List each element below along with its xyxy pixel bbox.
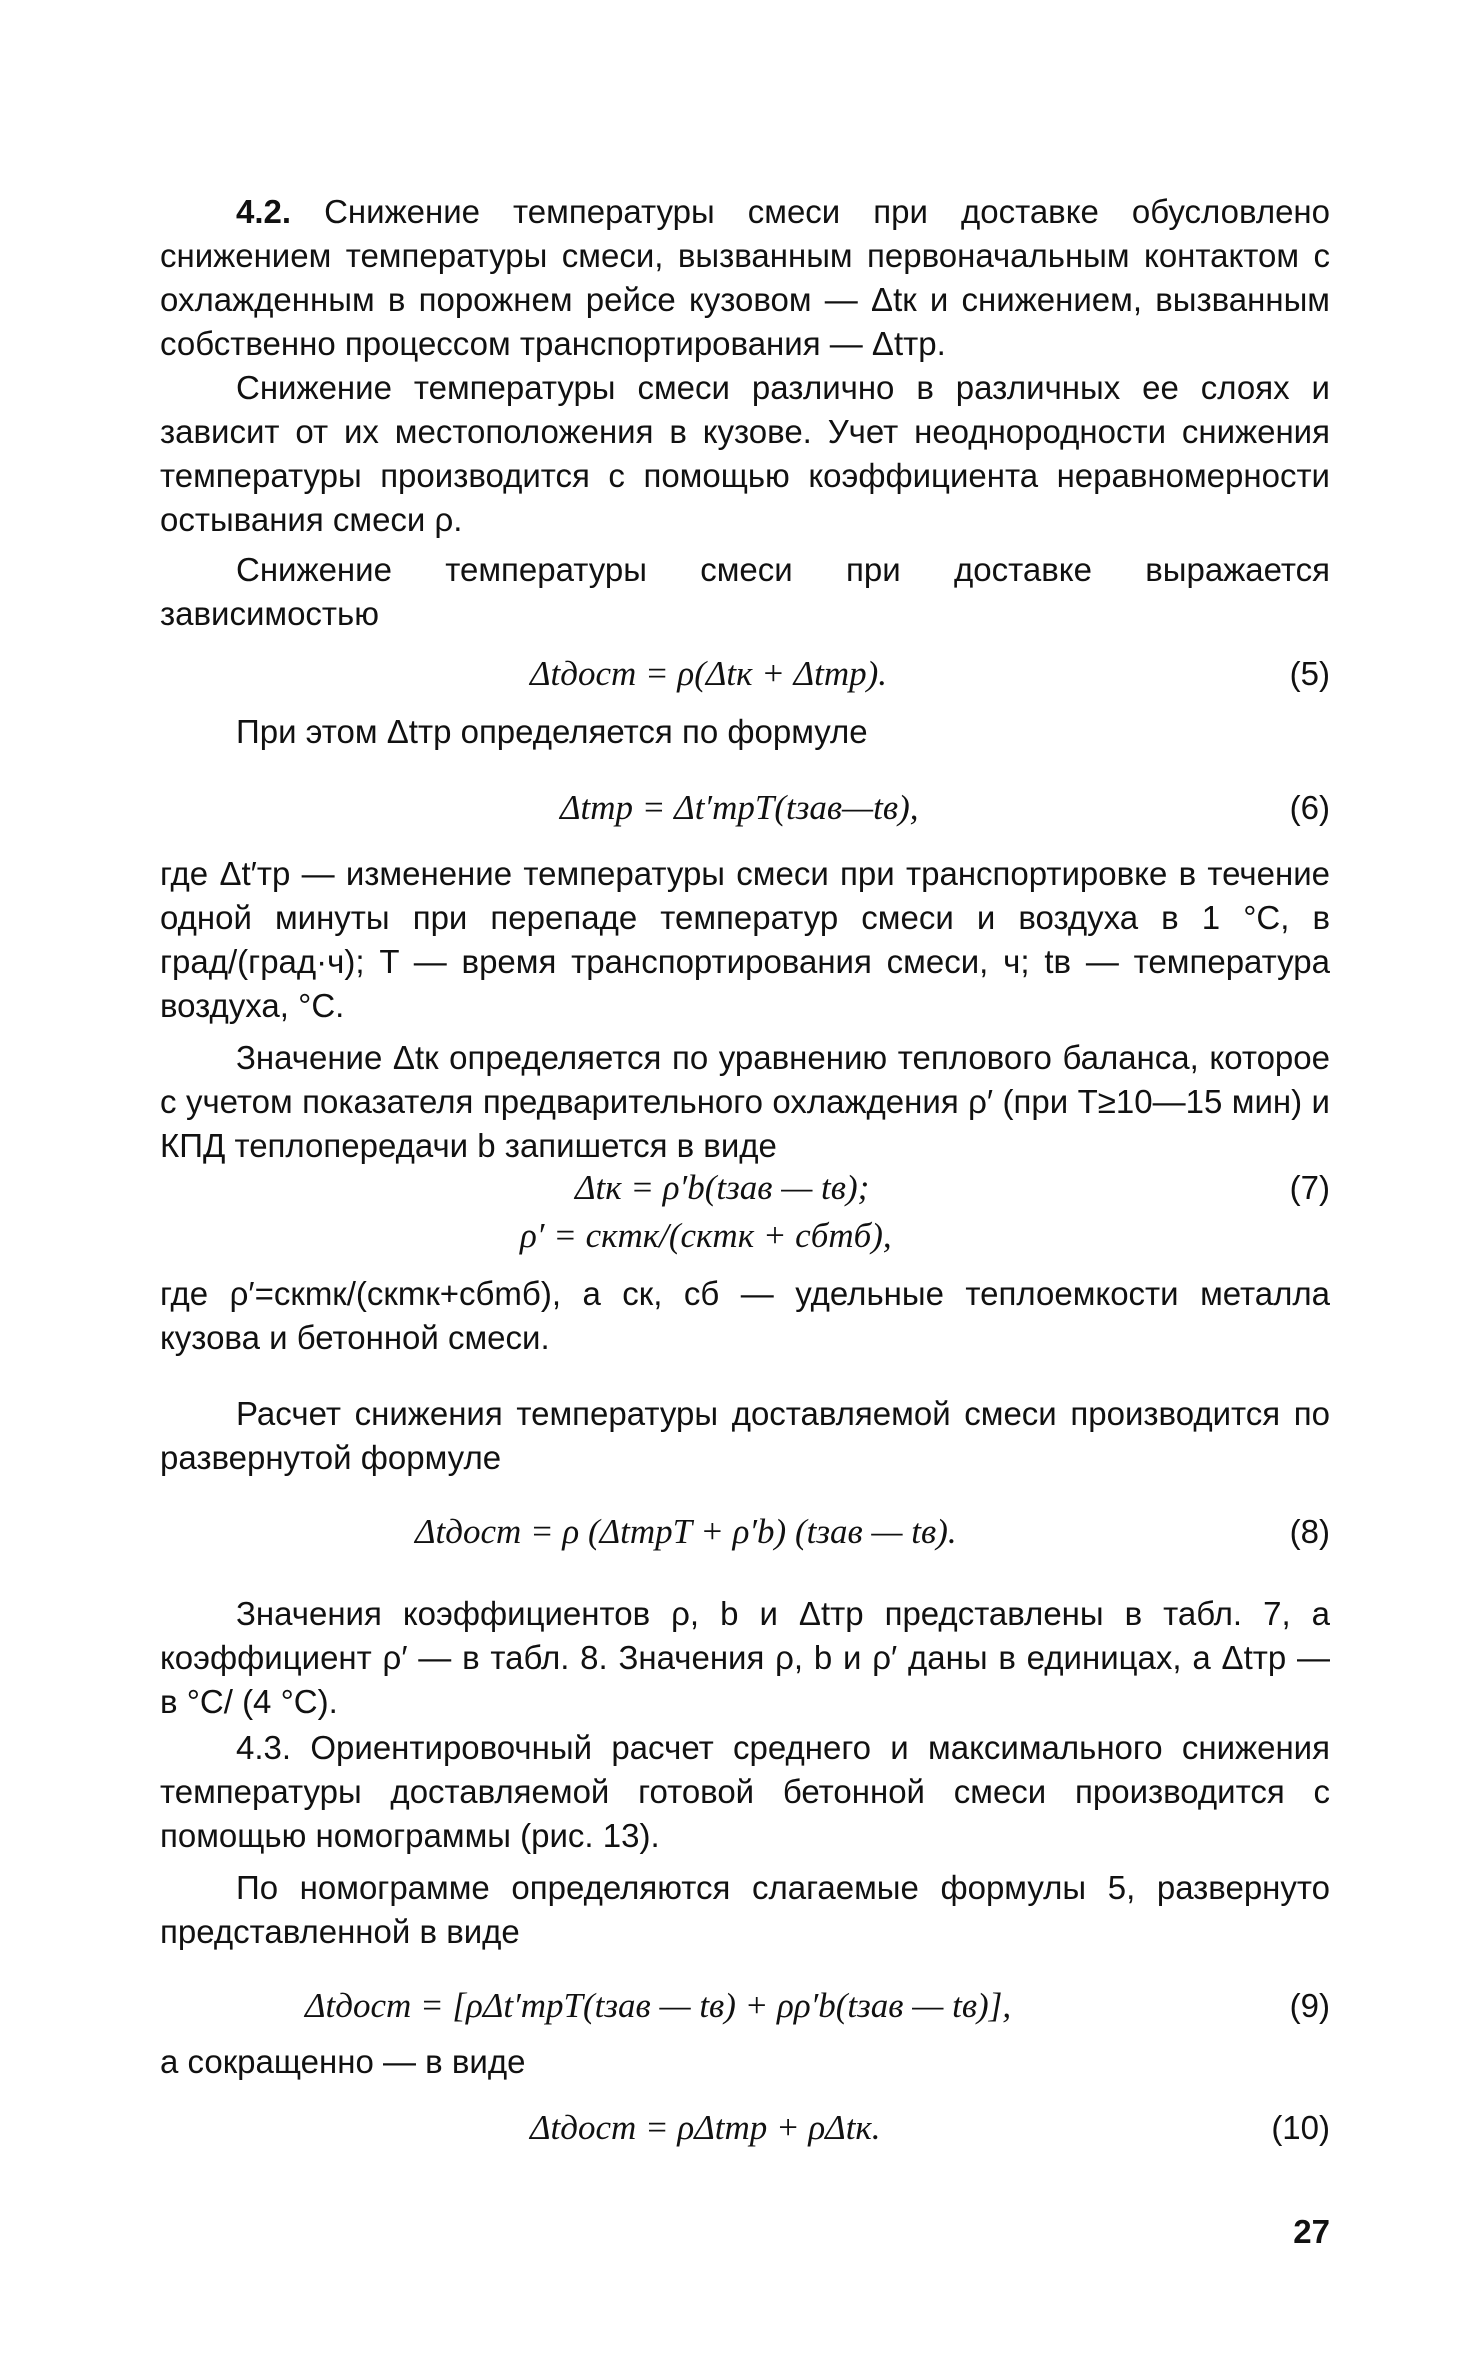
expanded-text: Расчет снижения температуры доставляемой смеси производится по развернутой формуле (160, 1395, 1330, 1476)
equation-8: Δtдост = ρ (ΔtтрT + ρ′b) (tзав — tв). (415, 1512, 957, 1551)
equation-9: Δtдост = [ρΔt′трT(tзав — tв) + ρρ′b(tзав — tв)], (305, 1986, 1012, 2025)
page-number: 27 (1293, 2213, 1330, 2250)
dependence-text: Снижение температуры смеси при доставке выражается зависимостью (160, 551, 1330, 632)
heat-balance-paragraph (160, 1036, 1330, 1168)
formula-intro-text: При этом Δtтр определяется по формуле (236, 713, 868, 750)
equation-5: Δtдост = ρ(Δtк + Δtтр). (530, 654, 888, 693)
equation-6: Δtтр = Δt′трT(tзав—tв), (560, 788, 919, 827)
coefficients-paragraph (160, 1592, 1330, 1724)
equation-7-number: (7) (1289, 1169, 1330, 1206)
short-form-paragraph (160, 2040, 1330, 2084)
coefficients-text: Значения коэффициентов ρ, b и Δtтр представлены в табл. 7, а коэффициент ρ′ — в табл. 8. Значения ρ, b и ρ′ даны в единицах, а Δtтр — в °С/ (4 °С). (160, 1595, 1330, 1720)
where-7-text: где ρ′=cкmк/(cкmк+cбmб), а cк, cб — удельные теплоемкости металла кузова и бетонной смеси. (160, 1275, 1330, 1356)
where-6-paragraph (160, 852, 1330, 1028)
section-4-2-paragraph (160, 190, 1330, 366)
formula-intro-paragraph (160, 710, 1330, 754)
equation-6-number: (6) (1289, 789, 1330, 826)
unevenness-text: Снижение температуры смеси различно в различных ее слоях и зависит от их местоположения в кузове. Учет неоднородности снижения температуры производится с помощью коэффициента неравномерности остывания смеси ρ. (160, 369, 1330, 538)
equation-8-number: (8) (1289, 1513, 1330, 1550)
equation-10: Δtдост = ρΔtтр + ρΔtк. (530, 2108, 881, 2147)
section-4-3-number: 4.3. (236, 1729, 292, 1766)
unevenness-paragraph (160, 366, 1330, 542)
section-4-3-text: Ориентировочный расчет среднего и максимального снижения температуры доставляемой готовой бетонной смеси производится с помощью номограммы (рис. 13). (160, 1729, 1330, 1854)
where-6-text: где Δt′тр — изменение температуры смеси при транспортировке в течение одной минуты при перепаде температур смеси и воздуха в 1 °С, в град/(град·ч); T — время транспортирования смеси, ч; tв — температура воздуха, °С. (160, 855, 1330, 1024)
expanded-paragraph (160, 1392, 1330, 1480)
where-7-paragraph (160, 1272, 1330, 1360)
equation-9-number: (9) (1289, 1987, 1330, 2024)
heat-balance-text: Значение Δtк определяется по уравнению теплового баланса, которое с учетом показателя предварительного охлаждения ρ′ (при T≥10—15 мин) и КПД теплопередачи b запишется в виде (160, 1039, 1330, 1164)
nomogram-text: По номограмме определяются слагаемые формулы 5, развернуто представленной в виде (160, 1869, 1330, 1950)
section-4-2-text: Снижение температуры смеси при доставке обусловлено снижением температуры смеси, вызванным первоначальным контактом с охлажденным в порожнем рейсе кузовом — Δtк и снижением, вызванным собственно процессом транспортирования — Δtтр. (160, 193, 1330, 362)
nomogram-paragraph (160, 1866, 1330, 1954)
dependence-paragraph (160, 548, 1330, 636)
section-4-2-number: 4.2. (236, 193, 292, 230)
short-form-text: а сокращенно — в виде (160, 2043, 526, 2080)
equation-10-number: (10) (1271, 2109, 1330, 2146)
section-4-3-paragraph (160, 1726, 1330, 1858)
equation-5-number: (5) (1289, 655, 1330, 692)
equation-7b: ρ′ = cкmк/(cкmк + cбmб), (520, 1216, 892, 1255)
equation-7: Δtк = ρ′b(tзав — tв); (575, 1168, 870, 1207)
